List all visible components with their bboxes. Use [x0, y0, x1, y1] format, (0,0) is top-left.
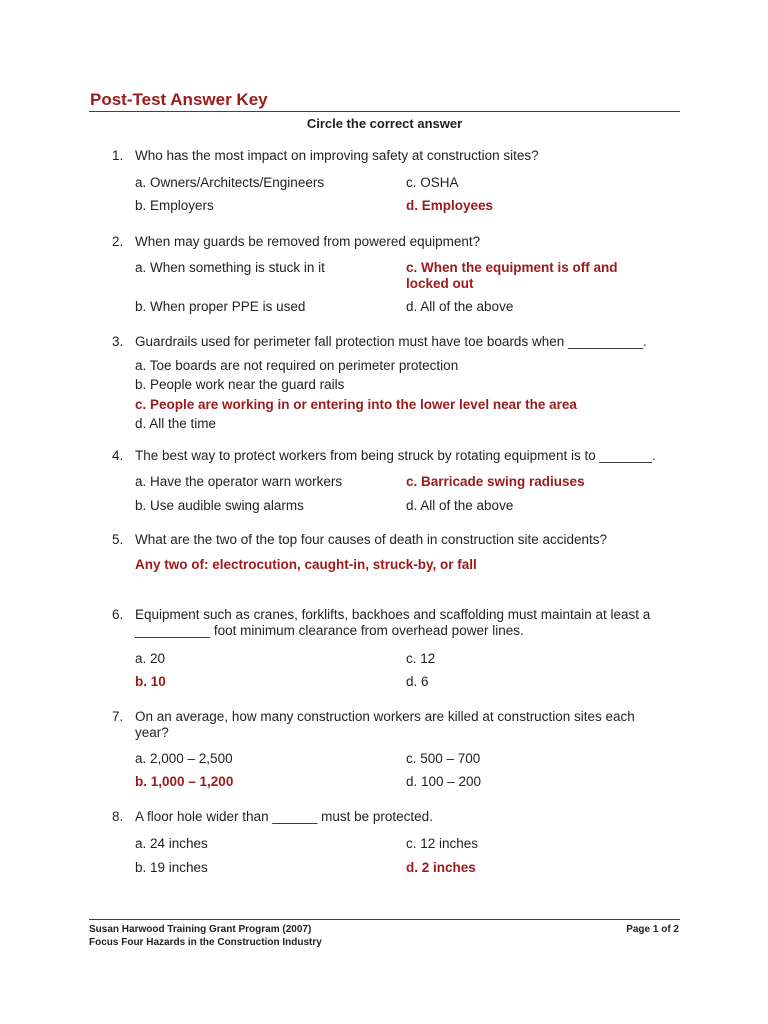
q3-option-d: d. All the time: [135, 416, 217, 431]
question-number: 5.: [112, 532, 124, 547]
q3-option-a: a. Toe boards are not required on perimeter protection: [135, 358, 459, 373]
q3-option-b: b. People work near the guard rails: [135, 377, 345, 392]
q1-option-c: c. OSHA: [406, 175, 459, 190]
q6-option-b-correct: b. 10: [135, 674, 166, 689]
q7-option-b-correct: b. 1,000 – 1,200: [135, 774, 234, 789]
question-text: What are the two of the top four causes of death in construction site accidents?: [135, 532, 608, 547]
question-number: 2.: [112, 234, 124, 249]
question-text: Equipment such as cranes, forklifts, backhoes and scaffolding must maintain at least a __________ foot minimum clearance from overhead power lines.: [135, 607, 651, 638]
q2-option-c-correct: c. When the equipment is off and locked out: [406, 260, 618, 291]
q3-option-c-correct: c. People are working in or entering into the lower level near the area: [135, 397, 577, 412]
q2-option-a: a. When something is stuck in it: [135, 260, 325, 275]
footer-program: Susan Harwood Training Grant Program (2007): [89, 924, 312, 935]
q7-option-a: a. 2,000 – 2,500: [135, 751, 233, 766]
footer-course: Focus Four Hazards in the Construction Industry: [89, 937, 322, 948]
q2-option-d: d. All of the above: [406, 299, 514, 314]
q4-option-d: d. All of the above: [406, 498, 514, 513]
q7-option-c: c. 500 – 700: [406, 751, 481, 766]
footer-rule: [89, 919, 680, 920]
q8-option-b: b. 19 inches: [135, 860, 208, 875]
question-number: 4.: [112, 448, 124, 463]
q1-option-a: a. Owners/Architects/Engineers: [135, 175, 325, 190]
question-number: 3.: [112, 334, 124, 349]
q1-option-d-correct: d. Employees: [406, 198, 494, 213]
q4-option-c-correct: c. Barricade swing radiuses: [406, 474, 585, 489]
q4-option-b: b. Use audible swing alarms: [135, 498, 304, 513]
q7-option-d: d. 100 – 200: [406, 774, 482, 789]
q5-answer-correct: Any two of: electrocution, caught-in, struck-by, or fall: [135, 557, 477, 572]
q4-option-a: a. Have the operator warn workers: [135, 474, 343, 489]
question-text: When may guards be removed from powered equipment?: [135, 234, 481, 249]
question-number: 8.: [112, 809, 124, 824]
q2-option-b: b. When proper PPE is used: [135, 299, 306, 314]
question-number: 6.: [112, 607, 124, 622]
question-number: 7.: [112, 709, 124, 724]
title-rule: [89, 111, 680, 112]
question-text: On an average, how many construction workers are killed at construction sites each year?: [135, 709, 635, 740]
q6-option-d: d. 6: [406, 674, 429, 689]
question-text: A floor hole wider than ______ must be protected.: [135, 809, 433, 824]
question-text: The best way to protect workers from being struck by rotating equipment is to _______.: [135, 448, 656, 463]
q6-option-a: a. 20: [135, 651, 166, 666]
page-title: Post-Test Answer Key: [90, 90, 268, 109]
question-text: Who has the most impact on improving safety at construction sites?: [135, 148, 539, 163]
question-text: Guardrails used for perimeter fall protection must have toe boards when __________.: [135, 334, 647, 349]
instructions: Circle the correct answer: [306, 116, 463, 131]
q6-option-c: c. 12: [406, 651, 436, 666]
question-number: 1.: [112, 148, 124, 163]
q8-option-a: a. 24 inches: [135, 836, 208, 851]
q8-option-c: c. 12 inches: [406, 836, 479, 851]
q8-option-d-correct: d. 2 inches: [406, 860, 476, 875]
q1-option-b: b. Employers: [135, 198, 214, 213]
page-number: Page 1 of 2: [626, 924, 679, 935]
